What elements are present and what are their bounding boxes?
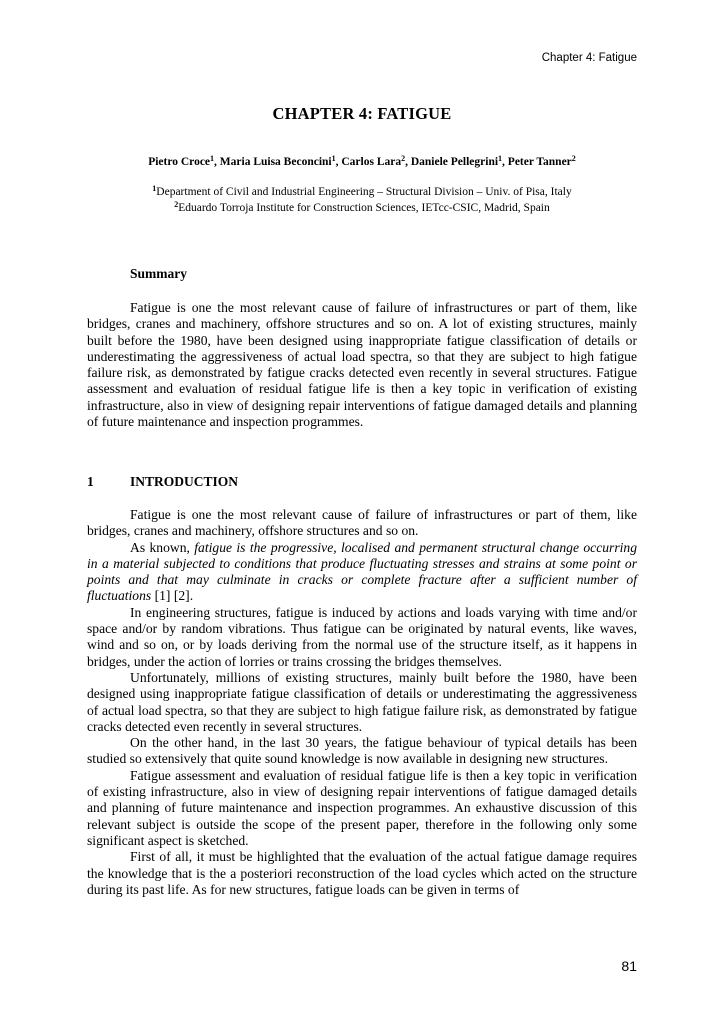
author-name: Maria Luisa Beconcini — [219, 156, 332, 168]
author-separator: , — [335, 156, 342, 168]
summary-body — [87, 300, 637, 430]
author-name: Daniele Pellegrini — [410, 156, 499, 168]
paragraph: In engineering structures, fatigue is induced by actions and loads varying with time and/or space and/or by random vibrations. Thus fatigue can be originated by natural events, like waves, wind and so on, or by loads deriving from the normal use of the structure itself, as it happens in bridges, under the action of lorries or trains crossing the bridges themselves. — [87, 604, 637, 669]
affiliation-mark: 1 — [152, 184, 157, 193]
section-number: 1 — [87, 474, 94, 489]
introduction-body — [87, 507, 637, 898]
paragraph-with-quote — [87, 540, 637, 605]
author-affiliation-mark: 2 — [571, 154, 576, 163]
section-heading — [87, 474, 238, 490]
author-separator: , — [405, 156, 411, 168]
affiliation-text: Eduardo Torroja Institute for Construction Sciences, IETcc-CSIC, Madrid, Spain — [178, 202, 550, 214]
running-head: Chapter 4: Fatigue — [541, 52, 637, 64]
paragraph: Fatigue assessment and evaluation of residual fatigue life is then a key topic in verification of existing infrastructure, also in view of designing repair interventions of fatigue damaged details and planning of future maintenance and inspection programmes. An exhaustive discussion of this relevant subject is outside the scope of the present paper, therefore in the following only some significant aspect is sketched. — [87, 767, 637, 848]
author-name: Pietro Croce — [148, 156, 211, 168]
author-affiliation-mark: 1 — [498, 154, 503, 163]
section-title: INTRODUCTION — [130, 474, 239, 489]
chapter-title: CHAPTER 4: FATIGUE — [272, 104, 452, 123]
author-separator: , — [502, 156, 508, 168]
affiliation-text: Department of Civil and Industrial Engineering – Structural Division – Univ. of Pisa, Italy — [156, 186, 572, 198]
author-name: Carlos Lara — [341, 156, 402, 168]
author-name: Peter Tanner — [507, 156, 572, 168]
author-separator: , — [214, 156, 220, 168]
affiliation — [0, 186, 724, 198]
affiliation — [0, 202, 724, 214]
author-affiliation-mark: 1 — [331, 154, 336, 163]
paragraph: Fatigue is one the most relevant cause of failure of infrastructures or part of them, like bridges, cranes and machinery, offshore structures and so on. — [87, 507, 637, 539]
paragraph: Unfortunately, millions of existing structures, mainly built before the 1980, have been designed using inappropriate fatigue classification of details or underestimating the aggressiveness of actual load spectra, so that they are subject to high fatigue failure risk, as demonstrated by fatigue cracks detected even recently in several structures. — [87, 669, 637, 734]
citation: [1] [2]. — [151, 588, 194, 604]
fatigue-definition-quote: fatigue is the progressive, localised and permanent structural change occurring in a material subjected to conditions that produce fluctuating stresses and strains at some point or points and that may culminate in cracks or complete fracture after a sufficient number of fluctuations — [87, 539, 637, 604]
author-affiliation-mark: 1 — [210, 154, 215, 163]
author-list — [0, 156, 724, 168]
affiliation-mark: 2 — [174, 200, 179, 209]
summary-heading: Summary — [130, 266, 187, 281]
paragraph: On the other hand, in the last 30 years, the fatigue behaviour of typical details has been studied so extensively that quite sound knowledge is now available in designing new structures. — [87, 735, 637, 767]
paragraph: First of all, it must be highlighted that the evaluation of the actual fatigue damage requires the knowledge that is the a posteriori reconstruction of the load cycles which acted on the structure during its past life. As for new structures, fatigue loads can be given in terms of — [87, 849, 637, 897]
paragraph-lead: As known, — [130, 539, 195, 555]
summary-paragraph: Fatigue is one the most relevant cause of failure of infrastructures or part of them, like bridges, cranes and machinery, offshore structures and so on. A lot of existing structures, mainly built before the 1980, have been designed using inappropriate fatigue classification of details or underestimating the aggressiveness of actual load spectra, so that they are subject to high fatigue failure risk, as demonstrated by fatigue cracks detected even recently in several structures. Fatigue assessment and evaluation of residual fatigue life is then a key topic in verification of existing infrastructure, also in view of designing repair interventions of fatigue damaged details and planning of future maintenance and inspection programmes. — [87, 300, 637, 430]
author-affiliation-mark: 2 — [401, 154, 406, 163]
page-number: 81 — [621, 958, 637, 974]
